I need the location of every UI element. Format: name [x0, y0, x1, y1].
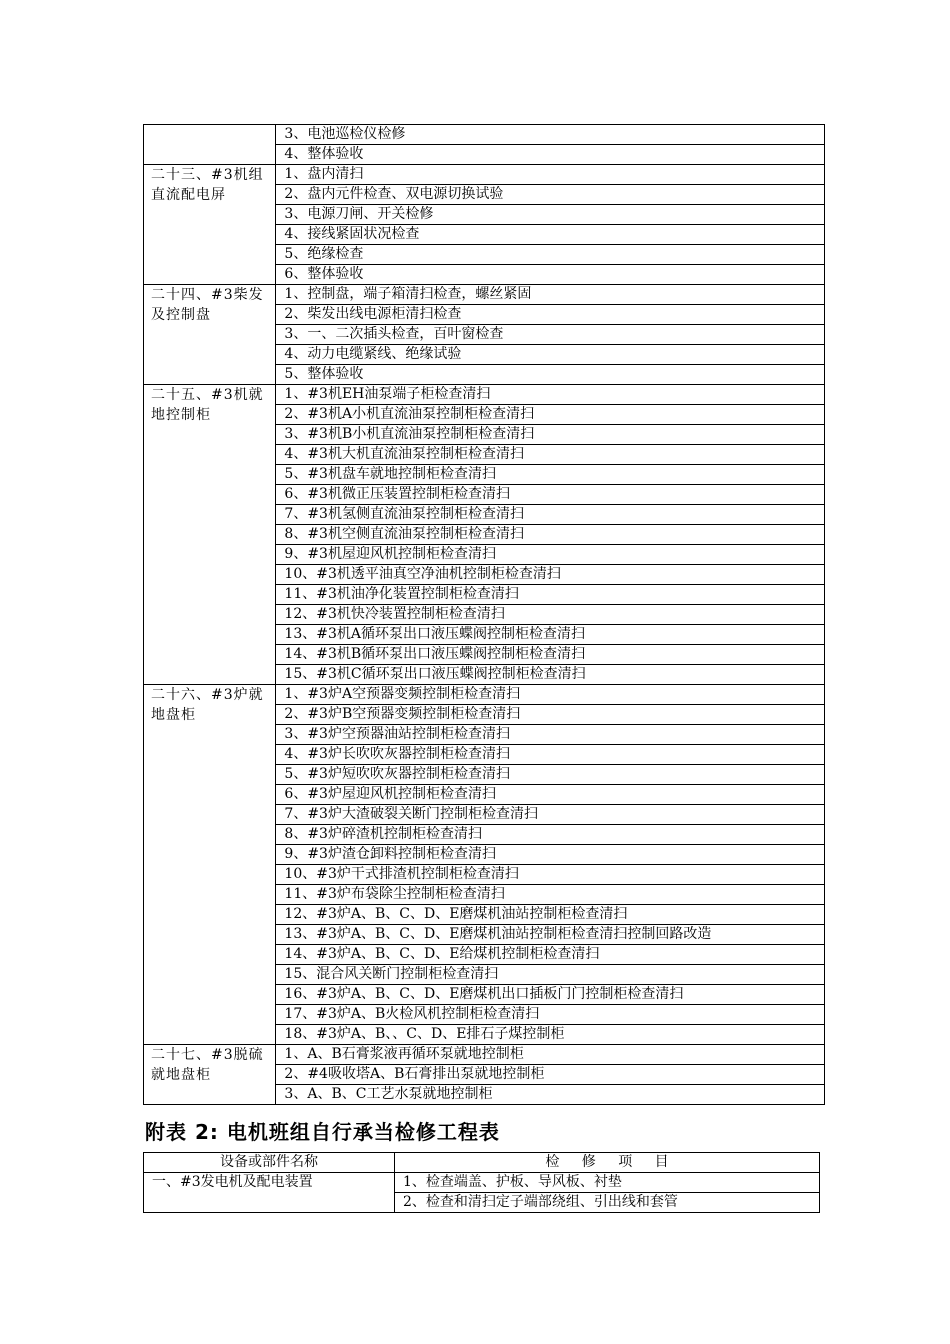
maintenance-item-cell: 1、控制盘，端子箱清扫检查，螺丝紧固: [276, 285, 825, 305]
table-row: [144, 165, 825, 185]
maintenance-item-cell: 3、一、二次插头检查，百叶窗检查: [276, 325, 825, 345]
table-row: [144, 385, 825, 405]
table-row: [144, 125, 825, 145]
maintenance-item-cell: 15、混合风关断门控制柜检查清扫: [276, 965, 825, 985]
maintenance-item-cell: 2、柴发出线电源柜清扫检查: [276, 305, 825, 325]
maintenance-item-cell: 6、#3机微正压装置控制柜检查清扫: [276, 485, 825, 505]
table-row: [144, 685, 825, 705]
maintenance-item-cell: 5、#3机盘车就地控制柜检查清扫: [276, 465, 825, 485]
maintenance-item-cell: 3、A、B、C工艺水泵就地控制柜: [276, 1085, 825, 1105]
maintenance-item-cell: 9、#3机屋迎风机控制柜检查清扫: [276, 545, 825, 565]
maintenance-item-cell: 10、#3炉干式排渣机控制柜检查清扫: [276, 865, 825, 885]
maintenance-table-2-body: [144, 1153, 820, 1213]
equipment-name-cell: 二十四、#3柴发及控制盘: [144, 285, 276, 385]
maintenance-item-cell: 6、整体验收: [276, 265, 825, 285]
maintenance-item-cell: 5、#3炉短吹吹灰器控制柜检查清扫: [276, 765, 825, 785]
maintenance-item-cell: 16、#3炉A、B、C、D、E磨煤机出口插板门门控制柜检查清扫: [276, 985, 825, 1005]
maintenance-item-cell: 4、#3机大机直流油泵控制柜检查清扫: [276, 445, 825, 465]
maintenance-item-cell: 4、整体验收: [276, 145, 825, 165]
maintenance-item-cell: 2、检查和清扫定子端部绕组、引出线和套管: [395, 1193, 820, 1213]
maintenance-item-cell: 9、#3炉渣仓卸料控制柜检查清扫: [276, 845, 825, 865]
maintenance-item-cell: 3、电源刀闸、开关检修: [276, 205, 825, 225]
maintenance-item-cell: 5、绝缘检查: [276, 245, 825, 265]
maintenance-item-cell: 3、#3机B小机直流油泵控制柜检查清扫: [276, 425, 825, 445]
maintenance-item-cell: 13、#3机A循环泵出口液压蝶阀控制柜检查清扫: [276, 625, 825, 645]
maintenance-item-cell: 3、#3炉空预器油站控制柜检查清扫: [276, 725, 825, 745]
maintenance-item-cell: 4、动力电缆紧线、绝缘试验: [276, 345, 825, 365]
maintenance-item-cell: 14、#3炉A、B、C、D、E给煤机控制柜检查清扫: [276, 945, 825, 965]
header-equipment-name: 设备或部件名称: [144, 1153, 395, 1173]
maintenance-table-2: [143, 1152, 820, 1213]
maintenance-item-cell: 2、#3机A小机直流油泵控制柜检查清扫: [276, 405, 825, 425]
maintenance-item-cell: 1、盘内清扫: [276, 165, 825, 185]
maintenance-item-cell: 4、接线紧固状况检查: [276, 225, 825, 245]
table-row: [144, 1045, 825, 1065]
maintenance-item-cell: 1、#3机EH油泵端子柜检查清扫: [276, 385, 825, 405]
table-row: [144, 285, 825, 305]
maintenance-item-cell: 2、#3炉B空预器变频控制柜检查清扫: [276, 705, 825, 725]
maintenance-item-cell: 1、#3炉A空预器变频控制柜检查清扫: [276, 685, 825, 705]
header-maintenance-items: 检 修 项 目: [395, 1153, 820, 1173]
maintenance-item-cell: 6、#3炉屋迎风机控制柜检查清扫: [276, 785, 825, 805]
maintenance-item-cell: 1、检查端盖、护板、导风板、衬垫: [395, 1173, 820, 1193]
equipment-name-cell: 二十七、#3脱硫就地盘柜: [144, 1045, 276, 1105]
maintenance-item-cell: 11、#3炉布袋除尘控制柜检查清扫: [276, 885, 825, 905]
equipment-name-cell: 二十五、#3机就地控制柜: [144, 385, 276, 685]
maintenance-item-cell: 2、#4吸收塔A、B石膏排出泵就地控制柜: [276, 1065, 825, 1085]
maintenance-item-cell: 14、#3机B循环泵出口液压蝶阀控制柜检查清扫: [276, 645, 825, 665]
maintenance-item-cell: 18、#3炉A、B、、C、D、E排石子煤控制柜: [276, 1025, 825, 1045]
maintenance-item-cell: 12、#3机快冷装置控制柜检查清扫: [276, 605, 825, 625]
maintenance-table-1: [143, 124, 825, 1105]
appendix-table-2-title: 附表 2: 电机班组自行承当检修工程表: [145, 1120, 500, 1144]
equipment-name-cell: 一、#3发电机及配电装置: [144, 1173, 395, 1213]
maintenance-item-cell: 8、#3机空侧直流油泵控制柜检查清扫: [276, 525, 825, 545]
maintenance-item-cell: 10、#3机透平油真空净油机控制柜检查清扫: [276, 565, 825, 585]
equipment-name-cell: 二十三、#3机组直流配电屏: [144, 165, 276, 285]
maintenance-table-1-body: [144, 125, 825, 1105]
maintenance-item-cell: 13、#3炉A、B、C、D、E磨煤机油站控制柜检查清扫控制回路改造: [276, 925, 825, 945]
maintenance-item-cell: 3、电池巡检仪检修: [276, 125, 825, 145]
maintenance-item-cell: 5、整体验收: [276, 365, 825, 385]
table-row: [144, 1173, 820, 1193]
maintenance-item-cell: 7、#3机氢侧直流油泵控制柜检查清扫: [276, 505, 825, 525]
maintenance-item-cell: 4、#3炉长吹吹灰器控制柜检查清扫: [276, 745, 825, 765]
table-header-row: [144, 1153, 820, 1173]
maintenance-item-cell: 17、#3炉A、B火检风机控制柜检查清扫: [276, 1005, 825, 1025]
maintenance-item-cell: 15、#3机C循环泵出口液压蝶阀控制柜检查清扫: [276, 665, 825, 685]
maintenance-item-cell: 11、#3机油净化装置控制柜检查清扫: [276, 585, 825, 605]
maintenance-item-cell: 1、A、B石膏浆液再循环泵就地控制柜: [276, 1045, 825, 1065]
maintenance-item-cell: 7、#3炉大渣破裂关断门控制柜检查清扫: [276, 805, 825, 825]
equipment-name-cell: 二十六、#3炉就地盘柜: [144, 685, 276, 1045]
maintenance-item-cell: 2、盘内元件检查、双电源切换试验: [276, 185, 825, 205]
maintenance-item-cell: 8、#3炉碎渣机控制柜检查清扫: [276, 825, 825, 845]
equipment-name-cell: [144, 125, 276, 165]
maintenance-item-cell: 12、#3炉A、B、C、D、E磨煤机油站控制柜检查清扫: [276, 905, 825, 925]
